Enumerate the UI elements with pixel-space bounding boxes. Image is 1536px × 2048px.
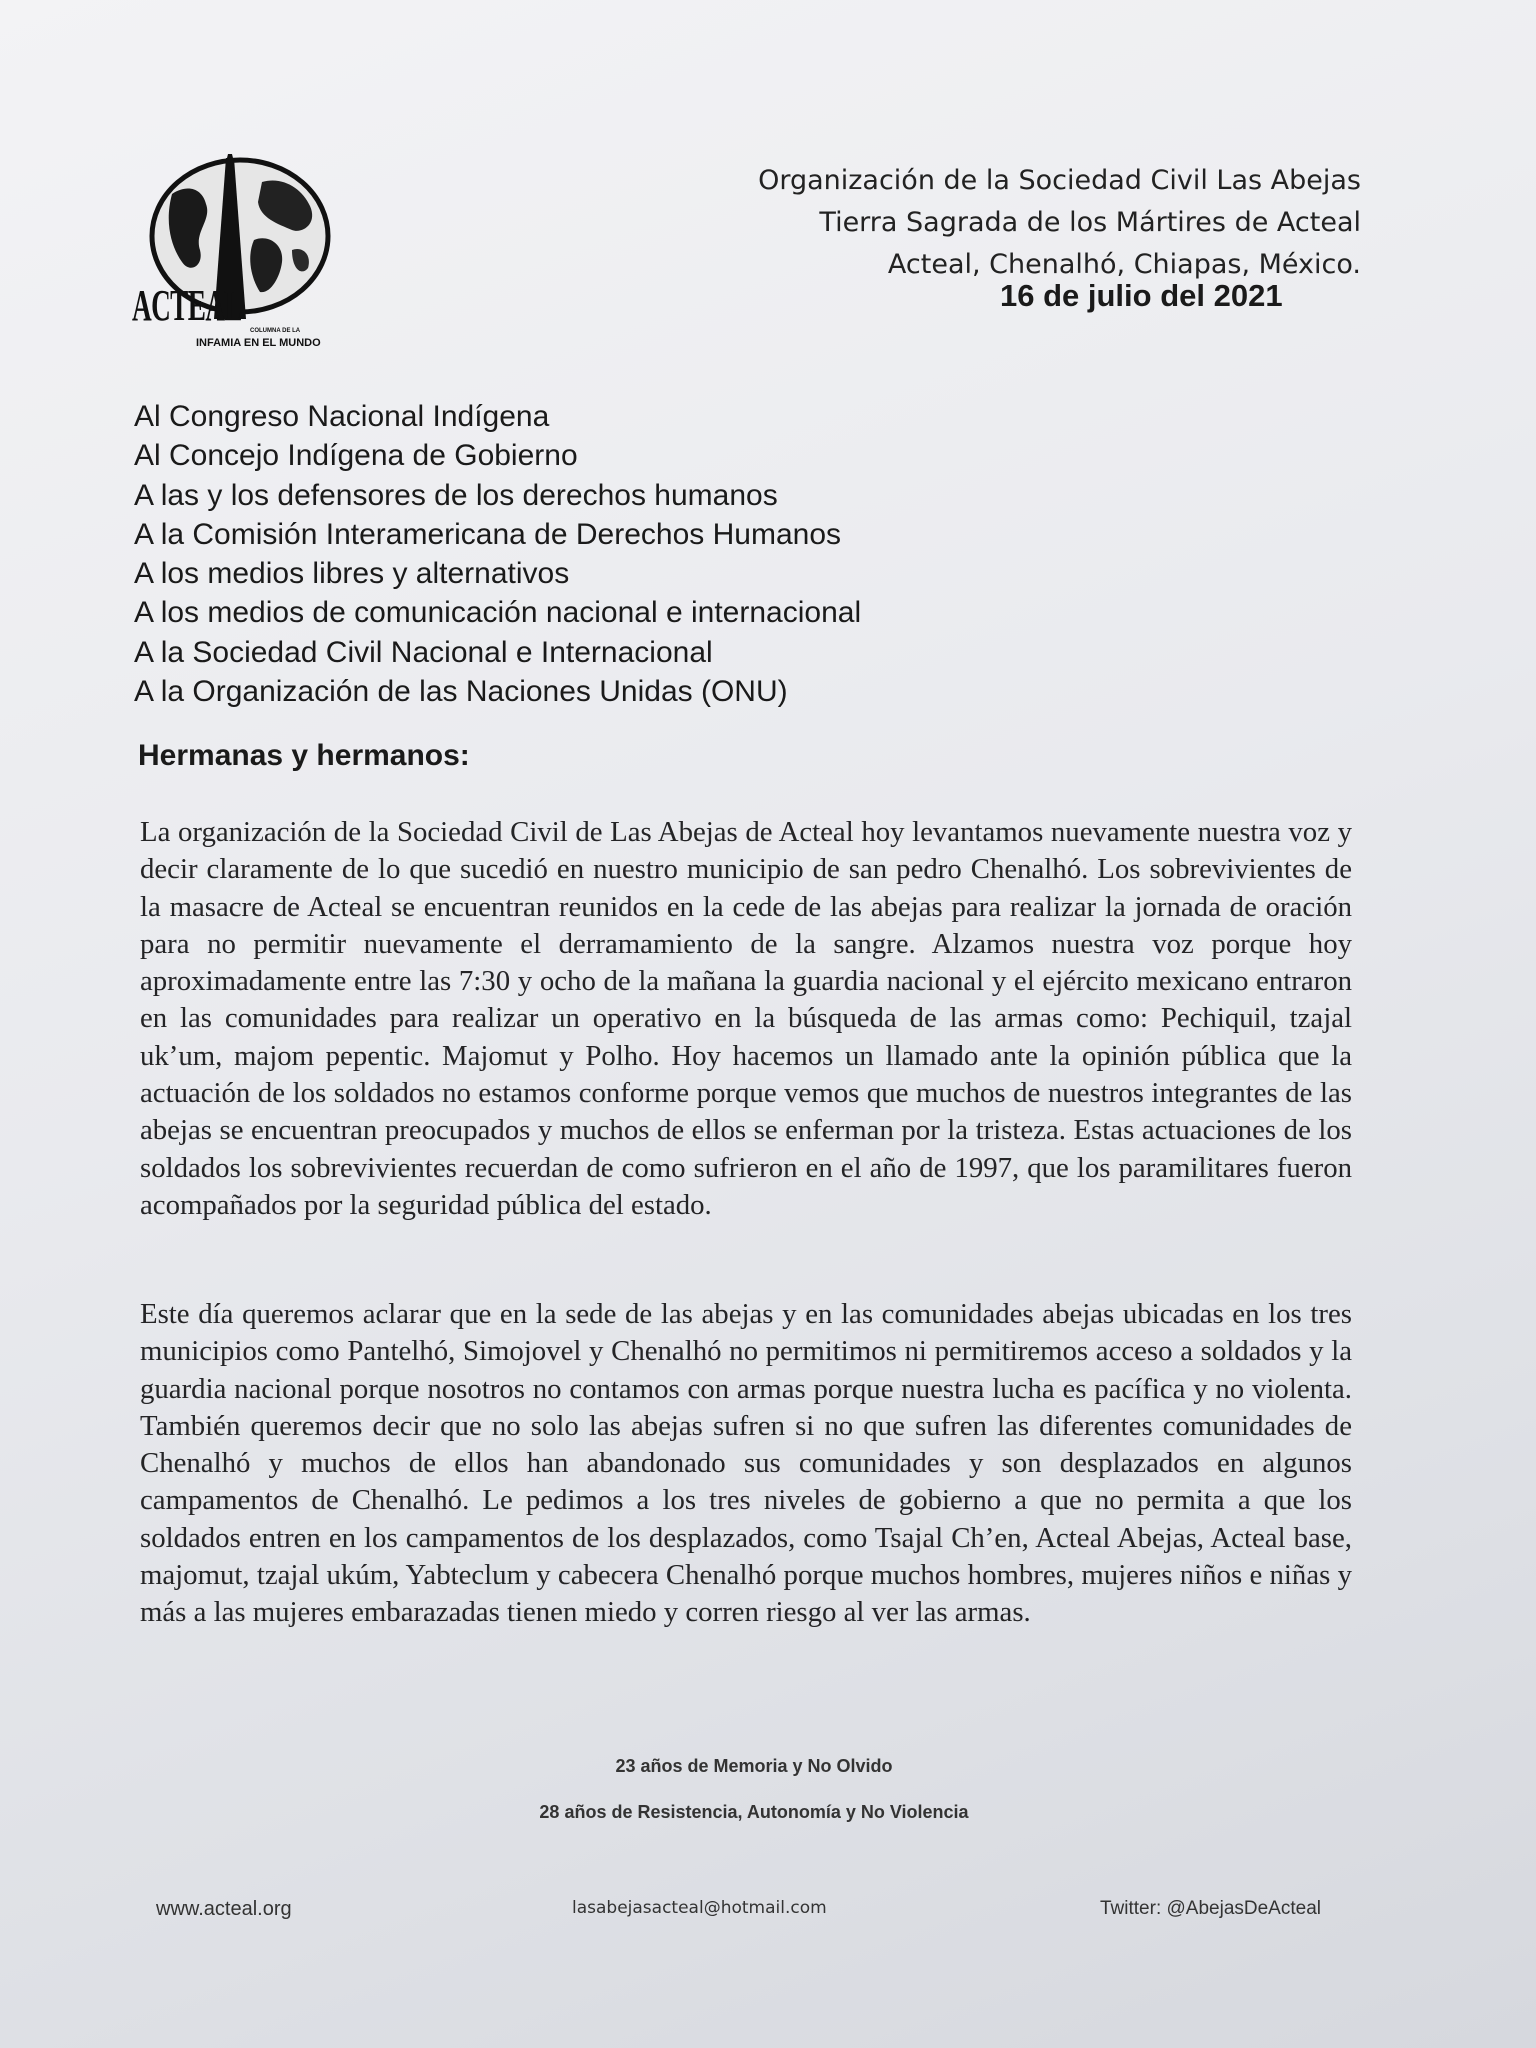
recipient-line: A las y los defensores de los derechos humanos [134,478,778,512]
footer-twitter: Twitter: @AbejasDeActeal [1100,1898,1321,1919]
motto-resistance: 28 años de Resistencia, Autonomía y No Violencia [539,1802,969,1822]
footer-email: lasabejasacteal@hotmail.com [572,1898,827,1918]
sender-header [758,160,1361,286]
recipient-line: Al Concejo Indígena de Gobierno [134,439,578,473]
recipient-line: Al Congreso Nacional Indígena [134,400,550,433]
motto-memory: 23 años de Memoria y No Olvido [615,1756,893,1776]
recipient-line: A la Comisión Interamericana de Derechos Humanos [134,517,842,551]
header-address: Acteal, Chenalhó, Chiapas, México. [887,249,1361,280]
recipient-line: A los medios libres y alternativos [134,557,570,591]
greeting: Hermanas y hermanos: [138,739,470,772]
logo-tagline: INFAMIA EN EL MUNDO [196,337,321,349]
header-place: Tierra Sagrada de los Mártires de Acteal [819,207,1361,238]
body-paragraph-2: Este día queremos aclarar que en la sede de las abejas y en las comunidades abejas ubicadas en los tres municipios como Pantelhó, Simojovel y Chenalhó no permitimos ni permitiremos acceso a soldados y la guardia nacional porque nosotros no contamos con armas porque nuestra lucha es pacífica y no violenta. También queremos decir que no solo las abejas sufren si no que sufren las diferentes comunidades de Chenalhó y muchos de ellos han abandonado sus comunidades y son desplazados en algunos campamentos de Chenalhó. Le pedimos a los tres niveles de gobierno a que no permita a que los soldados entren en los campamentos de los desplazados, como Tsajal Ch’en, Acteal Abejas, Acteal base, majomut, tzajal ukúm, Yabteclum y cabecera Chenalhó porque muchos hombres, mujeres niños e niñas y más a las mujeres embarazadas tienen miedo y corren riesgo al ver las armas. [140,1298,1352,1629]
header-organization: Organización de la Sociedad Civil Las Abejas [758,165,1361,196]
recipient-line: A los medios de comunicación nacional e internacional [134,596,862,630]
body-paragraph-1: La organización de la Sociedad Civil de Las Abejas de Acteal hoy levantamos nuevamente nuestra voz y decir claramente de lo que sucedió en nuestro municipio de san pedro Chenalhó. Los sobrevivientes de la masacre de Acteal se encuentran reunidos en la cede de las abejas para realizar la jornada de oración para no permitir nuevamente el derramamiento de la sangre. Alzamos nuestra voz porque hoy aproximadamente entre las 7:30 y ocho de la mañana la guardia nacional y el ejército mexicano entraron en las comunidades para realizar un operativo en la búsqueda de las armas como: Pechiquil, tzajal uk’um, majom pepentic. Majomut y Polho. Hoy hacemos un llamado ante la opinión pública que la actuación de los soldados no estamos conforme porque vemos que muchos de nuestros integrantes de las abejas se encuentran preocupados y muchos de ellos se enferman por la tristeza. Estas actuaciones de los soldados los sobrevivientes recuerdan de como sufrieron en el año de 1997, que los paramilitares fueron acompañados por la seguridad pública del estado. [140,816,1352,1221]
logo-tagline-small: COLUMNA DE LA [250,328,301,334]
recipient-line: A la Organización de las Naciones Unidas (ONU) [134,675,788,709]
logo-wordmark: ACTEAL [132,281,242,330]
letter-date: 16 de julio del 2021 [1000,278,1283,313]
acteal-logo [132,150,342,350]
footer-website: www.acteal.org [156,1898,292,1920]
recipient-list [134,397,861,711]
recipient-line: A la Sociedad Civil Nacional e Internacional [134,635,713,669]
